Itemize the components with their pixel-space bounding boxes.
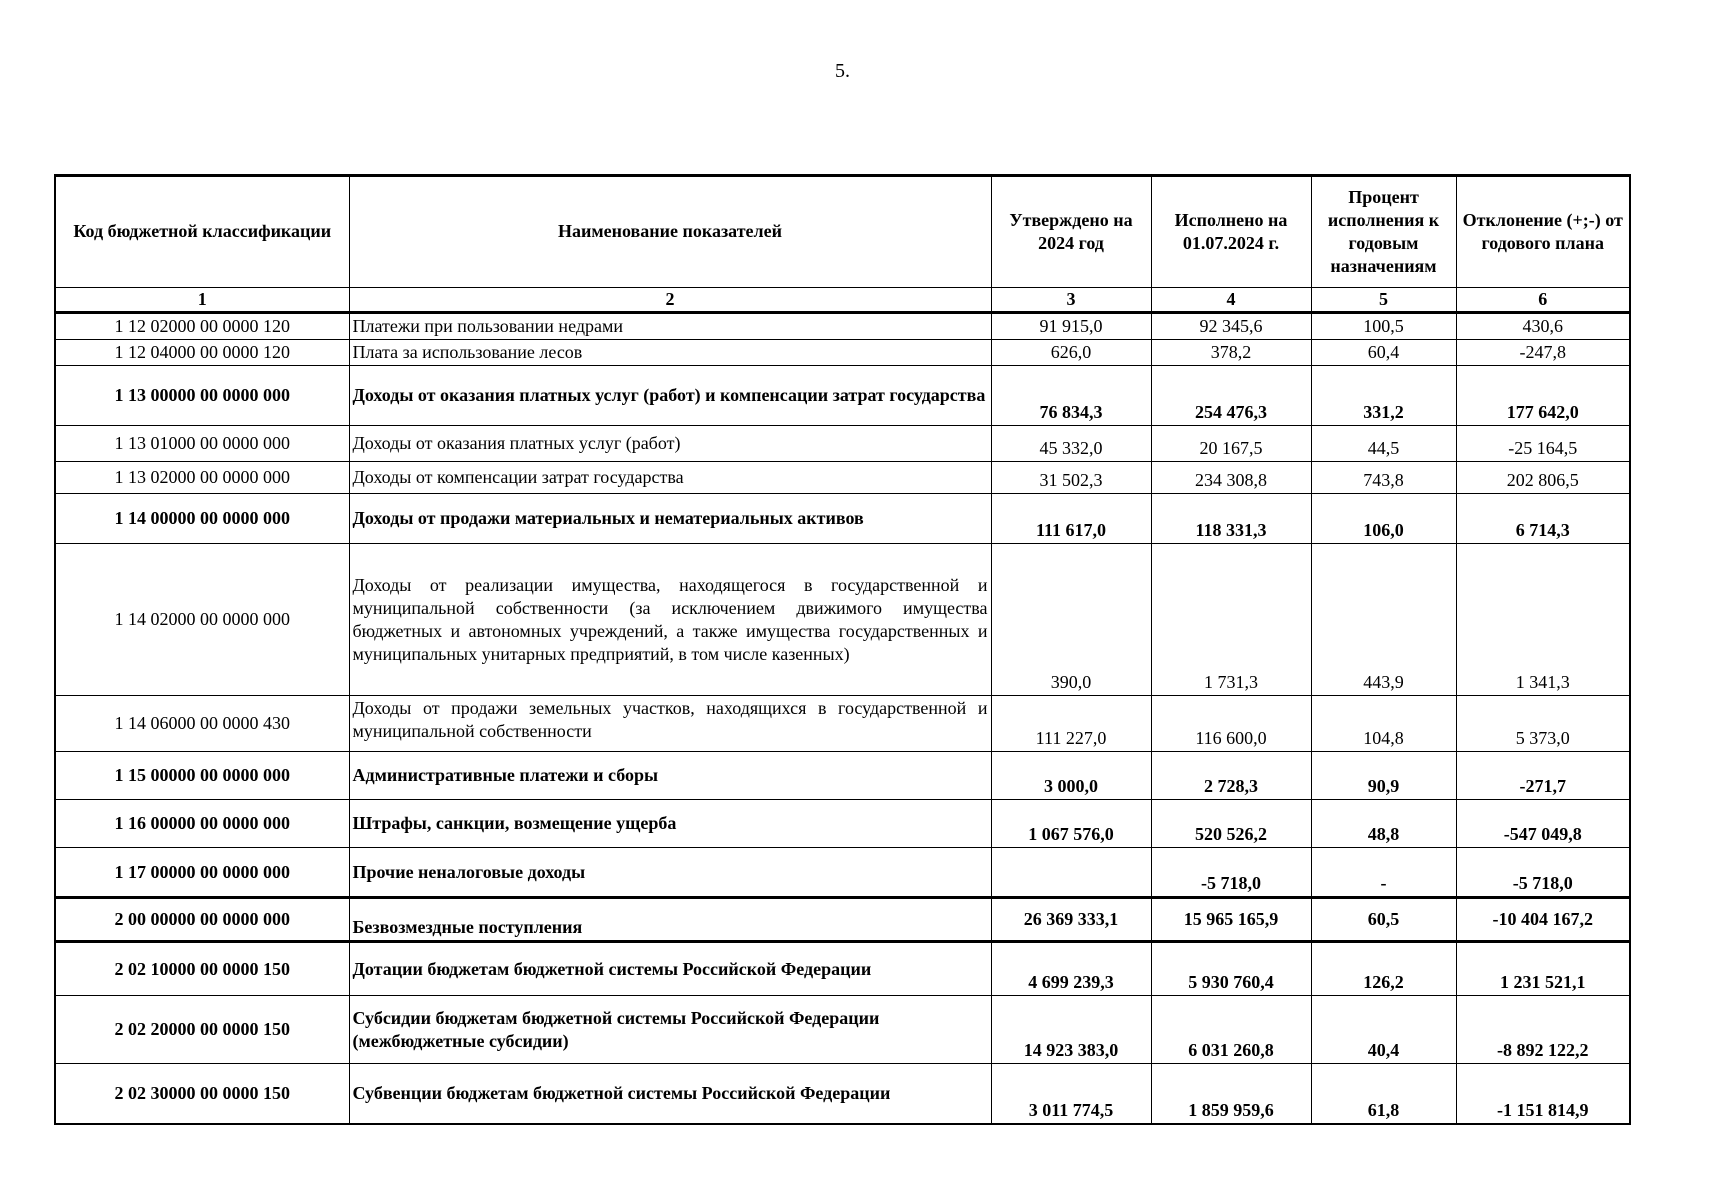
row-deviation: -547 049,8 [1456, 800, 1630, 848]
row-percent: 40,4 [1311, 996, 1456, 1064]
row-executed: 5 930 760,4 [1151, 942, 1311, 996]
row-approved [991, 848, 1151, 898]
row-percent: 331,2 [1311, 366, 1456, 426]
row-code: 1 16 00000 00 0000 000 [55, 800, 349, 848]
row-code: 1 14 02000 00 0000 000 [55, 544, 349, 696]
row-percent: 106,0 [1311, 494, 1456, 544]
row-code: 1 12 04000 00 0000 120 [55, 340, 349, 366]
row-executed: 254 476,3 [1151, 366, 1311, 426]
row-deviation: 5 373,0 [1456, 696, 1630, 752]
row-name: Дотации бюджетам бюджетной системы Российской Федерации [349, 942, 991, 996]
row-approved: 1 067 576,0 [991, 800, 1151, 848]
column-number: 5 [1311, 288, 1456, 313]
table-row [55, 462, 1630, 494]
row-executed: 118 331,3 [1151, 494, 1311, 544]
row-approved: 91 915,0 [991, 313, 1151, 340]
row-name: Субсидии бюджетам бюджетной системы Российской Федерации (межбюджетные субсидии) [349, 996, 991, 1064]
row-approved: 3 000,0 [991, 752, 1151, 800]
row-executed: 2 728,3 [1151, 752, 1311, 800]
row-code: 1 13 02000 00 0000 000 [55, 462, 349, 494]
row-code: 1 14 00000 00 0000 000 [55, 494, 349, 544]
row-approved: 626,0 [991, 340, 1151, 366]
row-code: 2 02 10000 00 0000 150 [55, 942, 349, 996]
row-code: 2 02 20000 00 0000 150 [55, 996, 349, 1064]
table-row [55, 752, 1630, 800]
table-row [55, 696, 1630, 752]
row-name: Доходы от продажи земельных участков, находящихся в государственной и муниципальной собственности [349, 696, 991, 752]
row-deviation: -5 718,0 [1456, 848, 1630, 898]
table-row [55, 366, 1630, 426]
row-executed: 20 167,5 [1151, 426, 1311, 462]
row-name: Плата за использование лесов [349, 340, 991, 366]
row-executed: -5 718,0 [1151, 848, 1311, 898]
row-deviation: 177 642,0 [1456, 366, 1630, 426]
column-number: 6 [1456, 288, 1630, 313]
row-deviation: 1 341,3 [1456, 544, 1630, 696]
row-percent: 443,9 [1311, 544, 1456, 696]
row-deviation: -8 892 122,2 [1456, 996, 1630, 1064]
row-approved: 31 502,3 [991, 462, 1151, 494]
row-executed: 15 965 165,9 [1151, 898, 1311, 942]
column-number: 3 [991, 288, 1151, 313]
row-name: Доходы от оказания платных услуг (работ) и компенсации затрат государства [349, 366, 991, 426]
row-deviation: 430,6 [1456, 313, 1630, 340]
row-code: 1 13 00000 00 0000 000 [55, 366, 349, 426]
row-name: Доходы от реализации имущества, находящегося в государственной и муниципальной собственности (за исключением движимого имущества бюджетных и автономных учреждений, а также имущества государственных и муниципальных унитарных предприятий, в том числе казенных) [349, 544, 991, 696]
column-number: 2 [349, 288, 991, 313]
header-row [55, 176, 1630, 288]
row-executed: 1 859 959,6 [1151, 1064, 1311, 1124]
row-executed: 6 031 260,8 [1151, 996, 1311, 1064]
table-row [55, 313, 1630, 340]
row-deviation: -25 164,5 [1456, 426, 1630, 462]
row-executed: 378,2 [1151, 340, 1311, 366]
column-number: 4 [1151, 288, 1311, 313]
header-approved: Утверждено на 2024 год [991, 176, 1151, 288]
row-approved: 26 369 333,1 [991, 898, 1151, 942]
row-code: 1 15 00000 00 0000 000 [55, 752, 349, 800]
column-number: 1 [55, 288, 349, 313]
row-executed: 1 731,3 [1151, 544, 1311, 696]
row-name: Штрафы, санкции, возмещение ущерба [349, 800, 991, 848]
row-name: Прочие неналоговые доходы [349, 848, 991, 898]
column-number-row [55, 288, 1630, 313]
row-executed: 234 308,8 [1151, 462, 1311, 494]
table-row [55, 996, 1630, 1064]
table-row [55, 898, 1630, 942]
row-name: Доходы от продажи материальных и нематериальных активов [349, 494, 991, 544]
row-code: 1 17 00000 00 0000 000 [55, 848, 349, 898]
budget-execution-table [54, 174, 1631, 1125]
row-code: 1 12 02000 00 0000 120 [55, 313, 349, 340]
row-deviation: 1 231 521,1 [1456, 942, 1630, 996]
header-code: Код бюджетной классификации [55, 176, 349, 288]
row-approved: 14 923 383,0 [991, 996, 1151, 1064]
row-approved: 3 011 774,5 [991, 1064, 1151, 1124]
row-approved: 4 699 239,3 [991, 942, 1151, 996]
row-percent: 61,8 [1311, 1064, 1456, 1124]
page-number: 5. [835, 60, 850, 82]
row-code: 2 02 30000 00 0000 150 [55, 1064, 349, 1124]
table-row [55, 800, 1630, 848]
row-approved: 45 332,0 [991, 426, 1151, 462]
row-name: Платежи при пользовании недрами [349, 313, 991, 340]
row-name: Субвенции бюджетам бюджетной системы Российской Федерации [349, 1064, 991, 1124]
row-code: 2 00 00000 00 0000 000 [55, 898, 349, 942]
table-row [55, 1064, 1630, 1124]
row-deviation: 202 806,5 [1456, 462, 1630, 494]
row-percent: 48,8 [1311, 800, 1456, 848]
table-row [55, 340, 1630, 366]
row-percent: 60,5 [1311, 898, 1456, 942]
row-name: Доходы от компенсации затрат государства [349, 462, 991, 494]
row-percent: 60,4 [1311, 340, 1456, 366]
header-percent: Процент исполнения к годовым назначениям [1311, 176, 1456, 288]
header-name: Наименование показателей [349, 176, 991, 288]
row-percent: 126,2 [1311, 942, 1456, 996]
row-code: 1 14 06000 00 0000 430 [55, 696, 349, 752]
row-approved: 390,0 [991, 544, 1151, 696]
table-row [55, 426, 1630, 462]
row-approved: 111 617,0 [991, 494, 1151, 544]
row-deviation: -1 151 814,9 [1456, 1064, 1630, 1124]
row-code: 1 13 01000 00 0000 000 [55, 426, 349, 462]
row-executed: 520 526,2 [1151, 800, 1311, 848]
row-name: Доходы от оказания платных услуг (работ) [349, 426, 991, 462]
table-row [55, 544, 1630, 696]
row-percent: - [1311, 848, 1456, 898]
row-percent: 104,8 [1311, 696, 1456, 752]
header-executed: Исполнено на 01.07.2024 г. [1151, 176, 1311, 288]
row-name: Административные платежи и сборы [349, 752, 991, 800]
row-approved: 76 834,3 [991, 366, 1151, 426]
row-executed: 92 345,6 [1151, 313, 1311, 340]
row-name: Безвозмездные поступления [349, 898, 991, 942]
row-deviation: -247,8 [1456, 340, 1630, 366]
row-percent: 100,5 [1311, 313, 1456, 340]
table-row [55, 942, 1630, 996]
header-deviation: Отклонение (+;-) от годового плана [1456, 176, 1630, 288]
table-row [55, 494, 1630, 544]
row-percent: 90,9 [1311, 752, 1456, 800]
row-deviation: -271,7 [1456, 752, 1630, 800]
row-deviation: 6 714,3 [1456, 494, 1630, 544]
row-approved: 111 227,0 [991, 696, 1151, 752]
row-percent: 44,5 [1311, 426, 1456, 462]
row-percent: 743,8 [1311, 462, 1456, 494]
table-row [55, 848, 1630, 898]
row-executed: 116 600,0 [1151, 696, 1311, 752]
row-deviation: -10 404 167,2 [1456, 898, 1630, 942]
